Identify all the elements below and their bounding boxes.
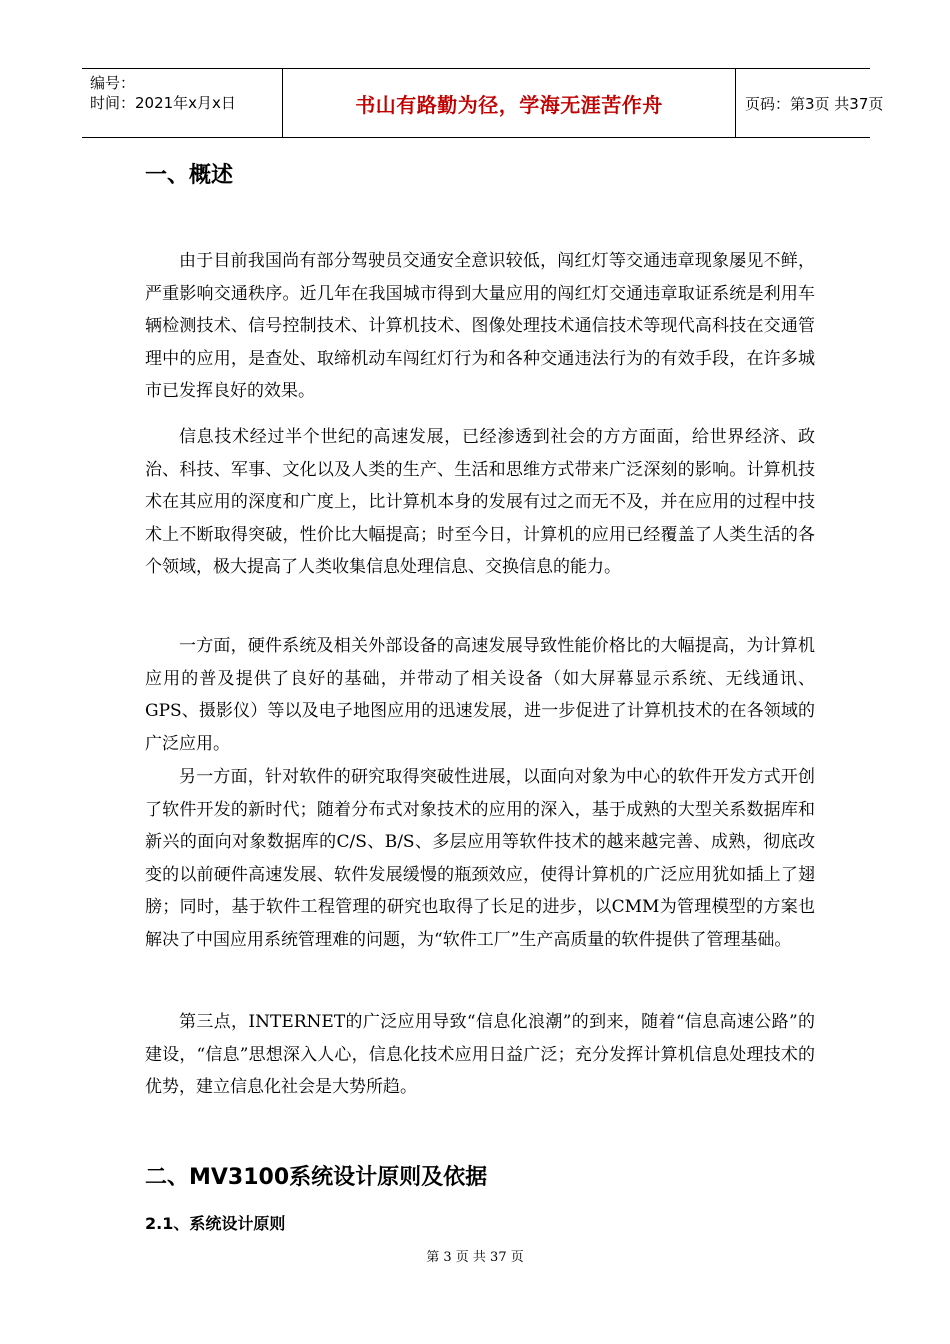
paragraph-4: 另一方面，针对软件的研究取得突破性进展，以面向对象为中心的软件开发方式开创了软件开发的新时代；随着分布式对象技术的应用的深入，基于成熟的大型关系数据库和新兴的面向对象数据库的C/S、B/S、多层应用等软件技术的越来越完善、成熟，彻底改变的以前硬件高速发展、软件发展缓慢的瓶颈效应，使得计算机的广泛应用犹如插上了翅膀；同时，基于软件工程管理的研究也取得了长足的进步，以CMM为管理模型的方案也解决了中国应用系统管理难的问题，为“软件工厂”生产高质量的软件提供了管理基础。	[145, 767, 815, 950]
document-number-label: 编号：	[90, 74, 136, 92]
paragraph-2: 信息技术经过半个世纪的高速发展，已经渗透到社会的方方面面，给世界经济、政治、科技、军事、文化以及人类的生产、生活和思维方式带来广泛深刻的影响。计算机技术在其应用的深度和广度上，比计算机本身的发展有过之而无不及，并在应用的过程中技术上不断取得突破，性价比大幅提高；时至今日，计算机的应用已经覆盖了人类生活的各个领域，极大提高了人类收集信息处理信息、交换信息的能力。	[145, 427, 815, 578]
section-heading-overview: 一、概述	[145, 163, 234, 188]
subsection-heading-design-principles: 2.1、系统设计原则	[145, 1214, 286, 1233]
header-page-code: 页码：第3页 共37页	[745, 95, 884, 113]
header-motto-cell	[282, 69, 736, 137]
paragraph-1: 由于目前我国尚有部分驾驶员交通安全意识较低，闯红灯等交通违章现象屡见不鲜，严重影响交通秩序。近几年在我国城市得到大量应用的闯红灯交通违章取证系统是利用车辆检测技术、信号控制技术、计算机技术、图像处理技术通信技术等现代高科技在交通管理中的应用，是查处、取缔机动车闯红灯行为和各种交通违法行为的有效手段，在许多城市已发挥良好的效果。	[145, 251, 815, 402]
header-table	[82, 68, 884, 138]
paragraph-3: 一方面，硬件系统及相关外部设备的高速发展导致性能价格比的大幅提高，为计算机应用的普及提供了良好的基础，并带动了相关设备（如大屏幕显示系统、无线通讯、GPS、摄影仪）等以及电子地图应用的迅速发展，进一步促进了计算机技术的在各领域的广泛应用。	[145, 636, 815, 754]
page-footer: 第 3 页 共 37 页	[426, 1250, 524, 1265]
header-page-cell	[735, 69, 884, 137]
document-date: 时间：2021年x月x日	[90, 94, 236, 112]
paragraph-5: 第三点，INTERNET的广泛应用导致“信息化浪潮”的到来，随着“信息高速公路”的建设，“信息”思想深入人心，信息化技术应用日益广泛；充分发挥计算机信息处理技术的优势，建立信息化社会是大势所趋。	[145, 1012, 815, 1098]
header-motto: 书山有路勤为径，学海无涯苦作舟	[355, 93, 663, 117]
section-heading-design: 二、MV3100系统设计原则及依据	[145, 1165, 488, 1190]
header-info-cell	[82, 69, 282, 137]
